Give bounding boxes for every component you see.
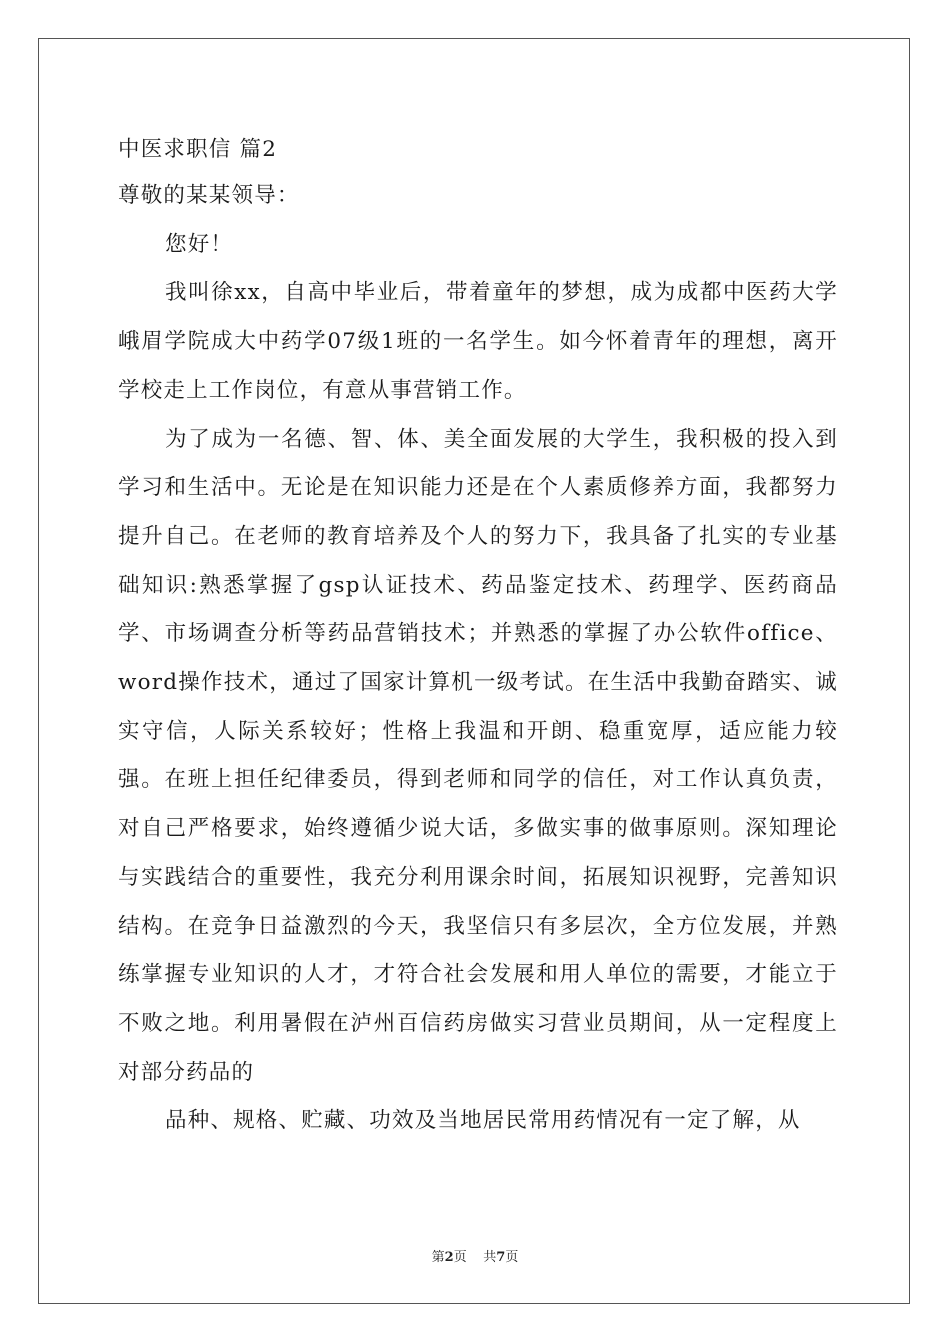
footer-total-pages: 7 <box>496 1250 506 1265</box>
greeting: 您好！ <box>165 231 234 257</box>
page-footer <box>0 1246 950 1265</box>
document-body <box>118 128 838 1146</box>
footer-total-suffix: 页 <box>505 1250 519 1265</box>
paragraph-continued: 品种、规格、贮藏、功效及当地居民常用药情况有一定了解，从 <box>165 1108 801 1134</box>
footer-prefix: 第 <box>431 1250 445 1265</box>
footer-total-prefix: 共 <box>483 1250 497 1265</box>
footer-page-word: 页 <box>453 1250 467 1265</box>
salutation: 尊敬的某某领导： <box>118 183 300 208</box>
paragraph-skills: 为了成为一名德、智、体、美全面发展的大学生，我积极的投入到学习和生活中。无论是在知识能力还是在个人素质修养方面，我都努力提升自己。在老师的教育培养及个人的努力下，我具备了扎实的专业基础知识:熟悉掌握了gsp认证技术、药品鉴定技术、药理学、医药商品学、市场调查分析等药品营销技术；并熟悉的掌握了办公软件office、word操作技术，通过了国家计算机一级考试。在生活中我勤奋踏实、诚实守信，人际关系较好；性格上我温和开朗、稳重宽厚，适应能力较强。在班上担任纪律委员，得到老师和同学的信任，对工作认真负责，对自己严格要求，始终遵循少说大话，多做实事的做事原则。深知理论与实践结合的重要性，我充分利用课余时间，拓展知识视野，完善知识结构。在竞争日益激烈的今天，我坚信只有多层次，全方位发展，并熟练掌握专业知识的人才，才符合社会发展和用人单位的需要，才能立于不败之地。利用暑假在泸州百信药房做实习营业员期间，从一定程度上对部分药品的 <box>118 426 838 1085</box>
footer-current-page: 2 <box>444 1250 454 1265</box>
document-title: 中医求职信 篇2 <box>118 137 278 162</box>
paragraph-intro: 我叫徐xx，自高中毕业后，带着童年的梦想，成为成都中医药大学峨眉学院成大中药学07级1班的一名学生。如今怀着青年的理想，离开学校走上工作岗位，有意从事营销工作。 <box>118 280 838 403</box>
